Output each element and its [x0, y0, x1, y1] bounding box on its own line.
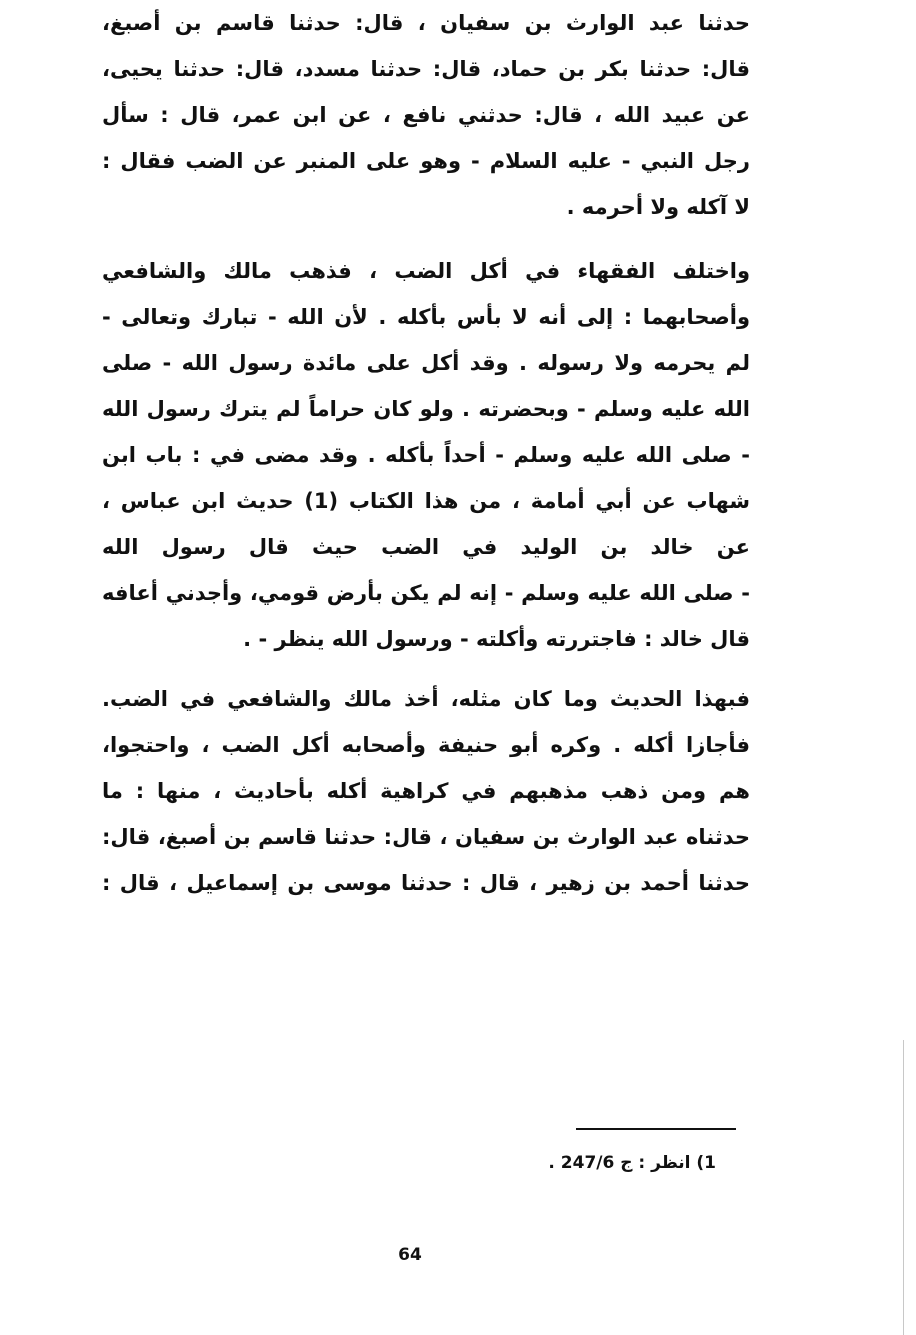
paragraph-1 [102, 0, 750, 230]
text-line: لم يحرمه ولا رسوله . وقد أكل على مائدة رسول الله - صلى [102, 351, 750, 375]
paragraph-3 [102, 676, 750, 906]
text-line: عن عبيد الله ، قال: حدثني نافع ، عن ابن عمر، قال : سأل [102, 103, 750, 127]
text-line: لا آكله ولا أحرمه . [566, 195, 750, 219]
text-line: حدثناه عبد الوارث بن سفيان ، قال: حدثنا قاسم بن أصبغ، قال: [102, 825, 750, 849]
text-line: هم ومن ذهب مذهبهم في كراهية أكله بأحاديث ، منها : ما [102, 779, 750, 803]
page-edge-line [903, 1040, 904, 1335]
footnote: 1) انظر : ج 247/6 . [548, 1153, 716, 1173]
text-line: قال خالد : فاجتررته وأكلته - ورسول الله ينظر - . [243, 627, 750, 651]
text-line: شهاب عن أبي أمامة ، من هذا الكتاب (1) حديث ابن عباس ، [102, 489, 750, 513]
text-line: وأصحابهما : إلى أنه لا بأس بأكله . لأن الله - تبارك وتعالى - [102, 305, 750, 329]
text-line: حدثنا عبد الوارث بن سفيان ، قال: حدثنا قاسم بن أصبغ، [102, 11, 750, 35]
text-line: قال: حدثنا بكر بن حماد، قال: حدثنا مسدد، قال: حدثنا يحيى، [102, 57, 750, 81]
text-line: عن خالد بن الوليد في الضب حيث قال رسول الله [102, 535, 750, 559]
footnote-separator [576, 1128, 736, 1130]
paragraph-2 [102, 248, 750, 662]
page-number: 64 [398, 1245, 422, 1265]
text-line: فبهذا الحديث وما كان مثله، أخذ مالك والشافعي في الضب. [102, 687, 750, 711]
text-line: - صلى الله عليه وسلم - أحداً بأكله . وقد مضى في : باب ابن [102, 443, 750, 467]
text-line: الله عليه وسلم - وبحضرته . ولو كان حراماً لم يترك رسول الله [102, 397, 750, 421]
text-line: رجل النبي - عليه السلام - وهو على المنبر عن الضب فقال : [102, 149, 750, 173]
text-line: فأجازا أكله . وكره أبو حنيفة وأصحابه أكل الضب ، واحتجوا، [102, 733, 750, 757]
text-line: حدثنا أحمد بن زهير ، قال : حدثنا موسى بن إسماعيل ، قال : [102, 871, 750, 895]
text-line: واختلف الفقهاء في أكل الضب ، فذهب مالك والشافعي [102, 259, 750, 283]
text-line: - صلى الله عليه وسلم - إنه لم يكن بأرض قومي، وأجدني أعافه [102, 581, 750, 605]
